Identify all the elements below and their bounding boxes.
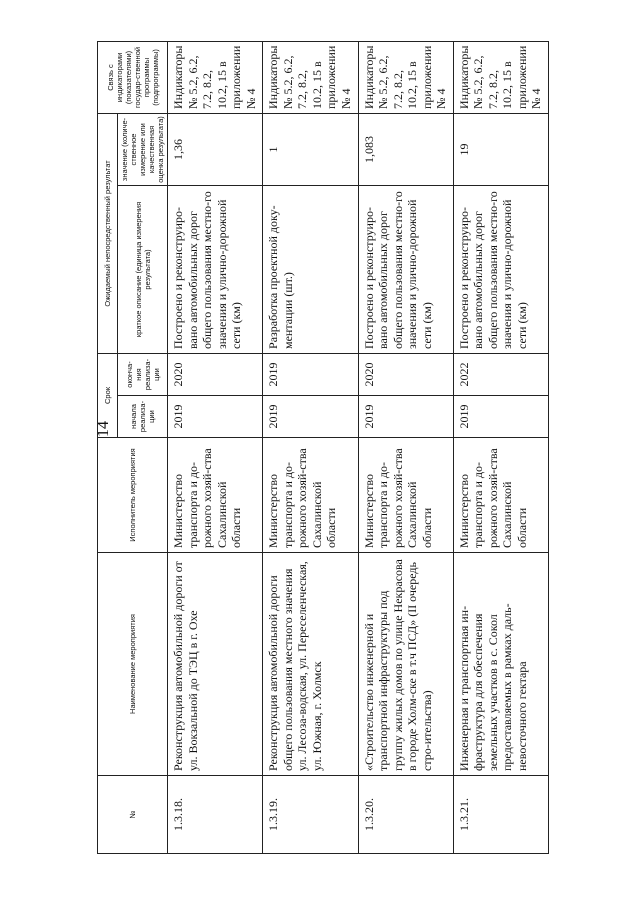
table-row [358, 41, 453, 853]
row-result-desc: Построено и реконструиро-вано автомобильных дорог общего пользования местно-го значения и улично-дорожной сети (км) [358, 185, 453, 353]
header-indicators: Связь с индикаторами (показателями) государ-ственной программы (подпрограммы) [98, 41, 168, 113]
row-result-value: 19 [453, 113, 548, 185]
row-start: 2019 [168, 396, 263, 438]
row-result-value: 1,36 [168, 113, 263, 185]
row-num: 1.3.19. [263, 776, 358, 854]
header-result-value: значение (количе-ственное измерение или качественная оценка результата) [118, 113, 168, 185]
row-start: 2019 [358, 396, 453, 438]
row-indicators: Индикаторы № 5.2, 6.2, 7.2, 8.2, 10.2, 15 в приложении № 4 [168, 41, 263, 113]
row-end: 2022 [453, 353, 548, 395]
table-row [453, 41, 548, 853]
header-executor: Исполнитель мероприятия [98, 438, 168, 553]
table-row [263, 41, 358, 853]
row-result-value: 1,083 [358, 113, 453, 185]
row-start: 2019 [263, 396, 358, 438]
row-end: 2020 [358, 353, 453, 395]
row-name: Реконструкция автомобильной дороги общего пользования местного значения ул. Лесоза-водская, ул. Переселенческая, ул. Южная, г. Холмск [263, 553, 358, 776]
header-term-end: оконча-ния реализа-ции [118, 353, 168, 395]
table-row [168, 41, 263, 853]
measures-table [97, 41, 549, 854]
row-end: 2019 [263, 353, 358, 395]
row-name: Инженерная и транспортная ин-фраструктура для обеспечения земельных участков в с. Сокол предоставляемых в рамках даль-невосточного гектара [453, 553, 548, 776]
row-result-desc: Разработка проектной доку-ментации (шт.) [263, 185, 358, 353]
header-result-desc: краткое описание (единица измерения результата) [118, 185, 168, 353]
row-indicators: Индикаторы № 5.2, 6.2, 7.2, 8.2, 10.2, 15 в приложении № 4 [453, 41, 548, 113]
row-executor: Министерство транспорта и до-рожного хозяй-ства Сахалинской области [453, 438, 548, 553]
header-name: Наименование мероприятия [98, 553, 168, 776]
header-term: Срок [98, 353, 118, 437]
row-start: 2019 [453, 396, 548, 438]
row-num: 1.3.21. [453, 776, 548, 854]
header-num: № [98, 776, 168, 854]
row-num: 1.3.18. [168, 776, 263, 854]
row-result-value: 1 [263, 113, 358, 185]
page-number: 14 [95, 421, 112, 437]
row-indicators: Индикаторы № 5.2, 6.2, 7.2, 8.2, 10.2, 15 в приложении № 4 [263, 41, 358, 113]
row-result-desc: Построено и реконструиро-вано автомобильных дорог общего пользования местно-го значения и улично-дорожной сети (км) [453, 185, 548, 353]
row-num: 1.3.20. [358, 776, 453, 854]
row-end: 2020 [168, 353, 263, 395]
row-name: Реконструкция автомобильной дороги от ул. Вокзальной до ТЭЦ в г. Охе [168, 553, 263, 776]
row-executor: Министерство транспорта и до-рожного хозяй-ства Сахалинской области [263, 438, 358, 553]
rotated-table-container [97, 42, 549, 854]
row-executor: Министерство транспорта и до-рожного хозяй-ства Сахалинской области [168, 438, 263, 553]
header-result: Ожидаемый непосредственный результат [98, 113, 118, 353]
row-indicators: Индикаторы № 5.2, 6.2, 7.2, 8.2, 10.2, 15 в приложении № 4 [358, 41, 453, 113]
header-term-start: начала реализа-ции [118, 396, 168, 438]
row-name: «Строительство инженерной и транспортной инфраструктуры под группу жилых домов по улице Некрасова в городе Холм-ске в т.ч ПСД» (II очередь стро-ительства) [358, 553, 453, 776]
row-executor: Министерство транспорта и до-рожного хозяй-ства Сахалинской области [358, 438, 453, 553]
row-result-desc: Построено и реконструиро-вано автомобильных дорог общего пользования местно-го значения и улично-дорожной сети (км) [168, 185, 263, 353]
